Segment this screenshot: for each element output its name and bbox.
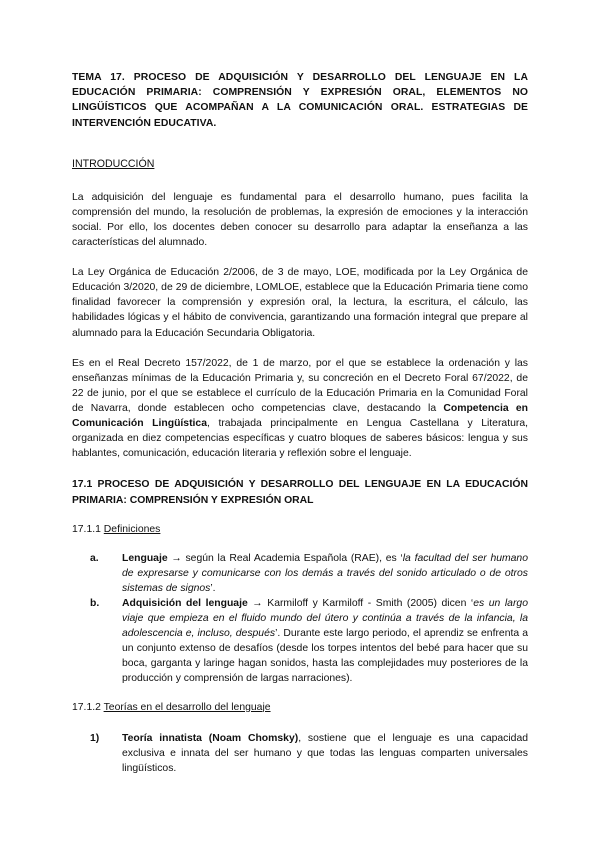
section-heading: 17.1 PROCESO DE ADQUISICIÓN Y DESARROLLO DEL LENGUAJE EN LA EDUCACIÓN PRIMARIA: COMPRENSIÓN Y EXPRESIÓN ORAL (72, 479, 528, 506)
theories-list (72, 731, 528, 776)
definition-text: → Karmiloff y Karmiloff - Smith (2005) dicen ‘ (247, 598, 474, 609)
definitions-list (72, 551, 528, 687)
list-marker: b. (90, 598, 100, 609)
intro-p3-bold-term: Competencia en Comunicación Lingüística (72, 402, 528, 430)
subsection-label: Teorías en el desarrollo del lenguaje (103, 701, 271, 713)
list-item (90, 731, 528, 776)
list-item (90, 596, 528, 687)
subsection-teorias (72, 701, 528, 715)
intro-p3-text-before: Es en el Real Decreto 157/2022, de 1 de marzo, por el que se establece la ordenación y las enseñanzas mínimas de la Educación Primaria y, su concreción en el Decreto Foral 67/2022, de 22 de junio, por el que se establece el currículo de la Educación Primaria en la Comunidad Foral de Navarra, donde establecen ocho competencias clave, destacando la (72, 357, 528, 414)
definition-quote: es un largo viaje que empieza en el fluido mundo del útero y continúa a través de la infancia, la adolescencia e, incluso, después (122, 598, 528, 640)
intro-paragraph-3 (72, 356, 528, 462)
definition-quote: la facultad del ser humano de expresarse y comunicarse con los demás a través del sonido articulado o de otros sistemas de signos (122, 552, 528, 594)
theory-text: , sostiene que el lenguaje es una capacidad exclusiva e innata del ser humano y que todas las lenguas comparten universales lingüísticos. (122, 732, 529, 774)
subsection-number: 17.1.1 (72, 523, 104, 535)
definition-after: ’. (210, 582, 216, 594)
definition-after: ’. Durante este largo periodo, el aprendiz se enfrenta a un conjunto extenso de desafíos (desde los torpes intentos del bebé para hacer que su boca, garganta y laringe hagan sonidos, hasta las complejidades muy posteriores de la producción y comprensión de largas narraciones). (122, 628, 529, 685)
introduction-heading: INTRODUCCIÓN (72, 157, 155, 170)
definition-text: → según la Real Academia Española (RAE), es ‘ (167, 552, 403, 564)
subsection-definiciones (72, 523, 528, 537)
list-marker: 1) (90, 732, 100, 744)
intro-p3-text-after: , trabajada principalmente en Lengua Castellana y Literatura, organizada en diez competencias específicas y cuatro bloques de saberes básicos: lengua y sus hablantes, comunicación, educación literaria y reflexión sobre el lenguaje. (72, 418, 528, 460)
subsection-number: 17.1.2 (72, 701, 104, 713)
intro-paragraph-2: La Ley Orgánica de Educación 2/2006, de 3 de mayo, LOE, modificada por la Ley Orgánica de Educación 3/2020, de 29 de diciembre, LOMLOE, establece que la Educación Primaria tiene como finalidad favorecer la comprensión y expresión oral, la lectura, la escritura, el cálculo, las habilidades lógicas y el hábito de convivencia, garantizando una formación integral que prepare al alumnado para la Educación Secundaria Obligatoria. (72, 267, 528, 339)
definition-term: Adquisición del lenguaje (122, 598, 248, 609)
theory-term: Teoría innatista (Noam Chomsky) (122, 732, 299, 744)
list-item (90, 551, 528, 596)
document-page (72, 70, 528, 776)
document-title: TEMA 17. PROCESO DE ADQUISICIÓN Y DESARROLLO DEL LENGUAJE EN LA EDUCACIÓN PRIMARIA: COMPRENSIÓN Y EXPRESIÓN ORAL, ELEMENTOS NO LINGÜÍSTICOS QUE ACOMPAÑAN A LA COMUNICACIÓN ORAL. ESTRATEGIAS DE INTERVENCIÓN EDUCATIVA. (72, 72, 528, 129)
list-marker: a. (90, 552, 99, 564)
definition-term: Lenguaje (122, 552, 168, 564)
subsection-label: Definiciones (103, 523, 161, 535)
intro-paragraph-1: La adquisición del lenguaje es fundamental para el desarrollo humano, pues facilita la comprensión del mundo, la resolución de problemas, la expresión de emociones y la interacción social. Por ello, los docentes deben conocer su desarrollo para adaptar la enseñanza a las características del alumnado. (72, 191, 528, 249)
